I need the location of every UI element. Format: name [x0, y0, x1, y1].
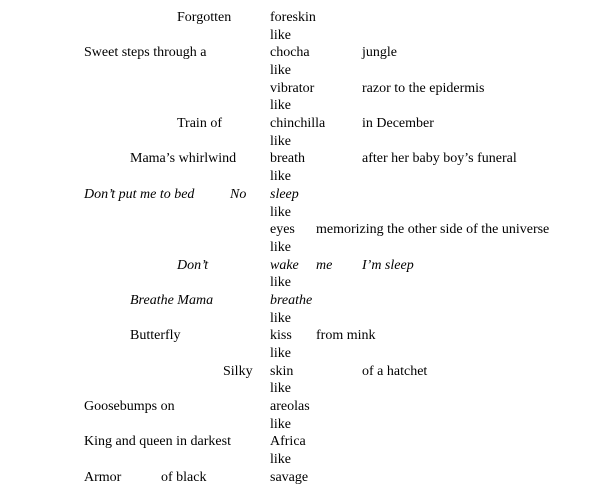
poem-line-17-center: breathe	[270, 293, 313, 308]
poem-line-5-right: razor to the epidermis	[362, 81, 485, 96]
poem-line-15-left: Don’t	[177, 258, 209, 273]
poem-line-11-left-b: No	[230, 187, 247, 202]
poem-line-25-left: King and queen in darkest	[84, 434, 231, 449]
poem-line-23-left: Goosebumps on	[84, 399, 175, 414]
poem-line-19-center: kiss	[270, 328, 292, 343]
poem-line-15-right: I’m sleep	[362, 258, 414, 273]
poem-line-3-left: Sweet steps through a	[84, 45, 207, 60]
poem-line-27-left-a: Armor	[84, 470, 122, 485]
poem-line-9-center: breath	[270, 151, 305, 166]
poem-line-8-center: like	[270, 134, 291, 149]
poem-line-27-center: savage	[270, 470, 309, 485]
poem-line-18-center: like	[270, 311, 291, 326]
poem-line-17-left: Breathe Mama	[130, 293, 214, 308]
poem-line-26-center: like	[270, 452, 291, 467]
poem-line-14-center: like	[270, 240, 291, 255]
poem-line-7-right: in December	[362, 116, 434, 131]
poem-line-20-center: like	[270, 346, 291, 361]
poem-line-4-center: like	[270, 63, 291, 78]
poem-line-25-center: Africa	[270, 434, 306, 449]
poem-line-2-center: like	[270, 28, 291, 43]
poem-line-1-left: Forgotten	[177, 10, 232, 25]
poem-line-23-center: areolas	[270, 399, 310, 414]
poem-line-3-center: chocha	[270, 45, 310, 60]
poem-line-5-center: vibrator	[270, 81, 315, 96]
poem-line-12-center: like	[270, 205, 291, 220]
poem-line-16-center: like	[270, 275, 291, 290]
poem-line-6-center: like	[270, 98, 291, 113]
poem-line-21-right: of a hatchet	[362, 364, 428, 379]
poem-line-13-right: memorizing the other side of the universe	[316, 222, 550, 237]
poem-line-21-left: Silky	[223, 364, 253, 379]
poem-line-9-right: after her baby boy’s funeral	[362, 151, 517, 166]
poem-line-9-left: Mama’s whirlwind	[130, 151, 237, 166]
poem-line-22-center: like	[270, 381, 291, 396]
poem-line-11-center: sleep	[270, 187, 299, 202]
poem-line-3-right: jungle	[362, 45, 397, 60]
poem-line-27-left-b: of black	[161, 470, 207, 485]
poem-line-15-center-b: me	[316, 258, 333, 273]
poem-line-15-center-a: wake	[270, 258, 299, 273]
poem-line-24-center: like	[270, 417, 291, 432]
poem-line-19-right: from mink	[316, 328, 376, 343]
poem-line-10-center: like	[270, 169, 291, 184]
poem-line-1-center: foreskin	[270, 10, 316, 25]
poem-line-7-center: chinchilla	[270, 116, 326, 131]
poem-line-7-left: Train of	[177, 116, 222, 131]
poem-line-13-center: eyes	[270, 222, 295, 237]
poem-line-19-left: Butterfly	[130, 328, 181, 343]
poem-line-11-left-a: Don’t put me to bed	[84, 187, 195, 202]
poem-line-21-center: skin	[270, 364, 294, 379]
